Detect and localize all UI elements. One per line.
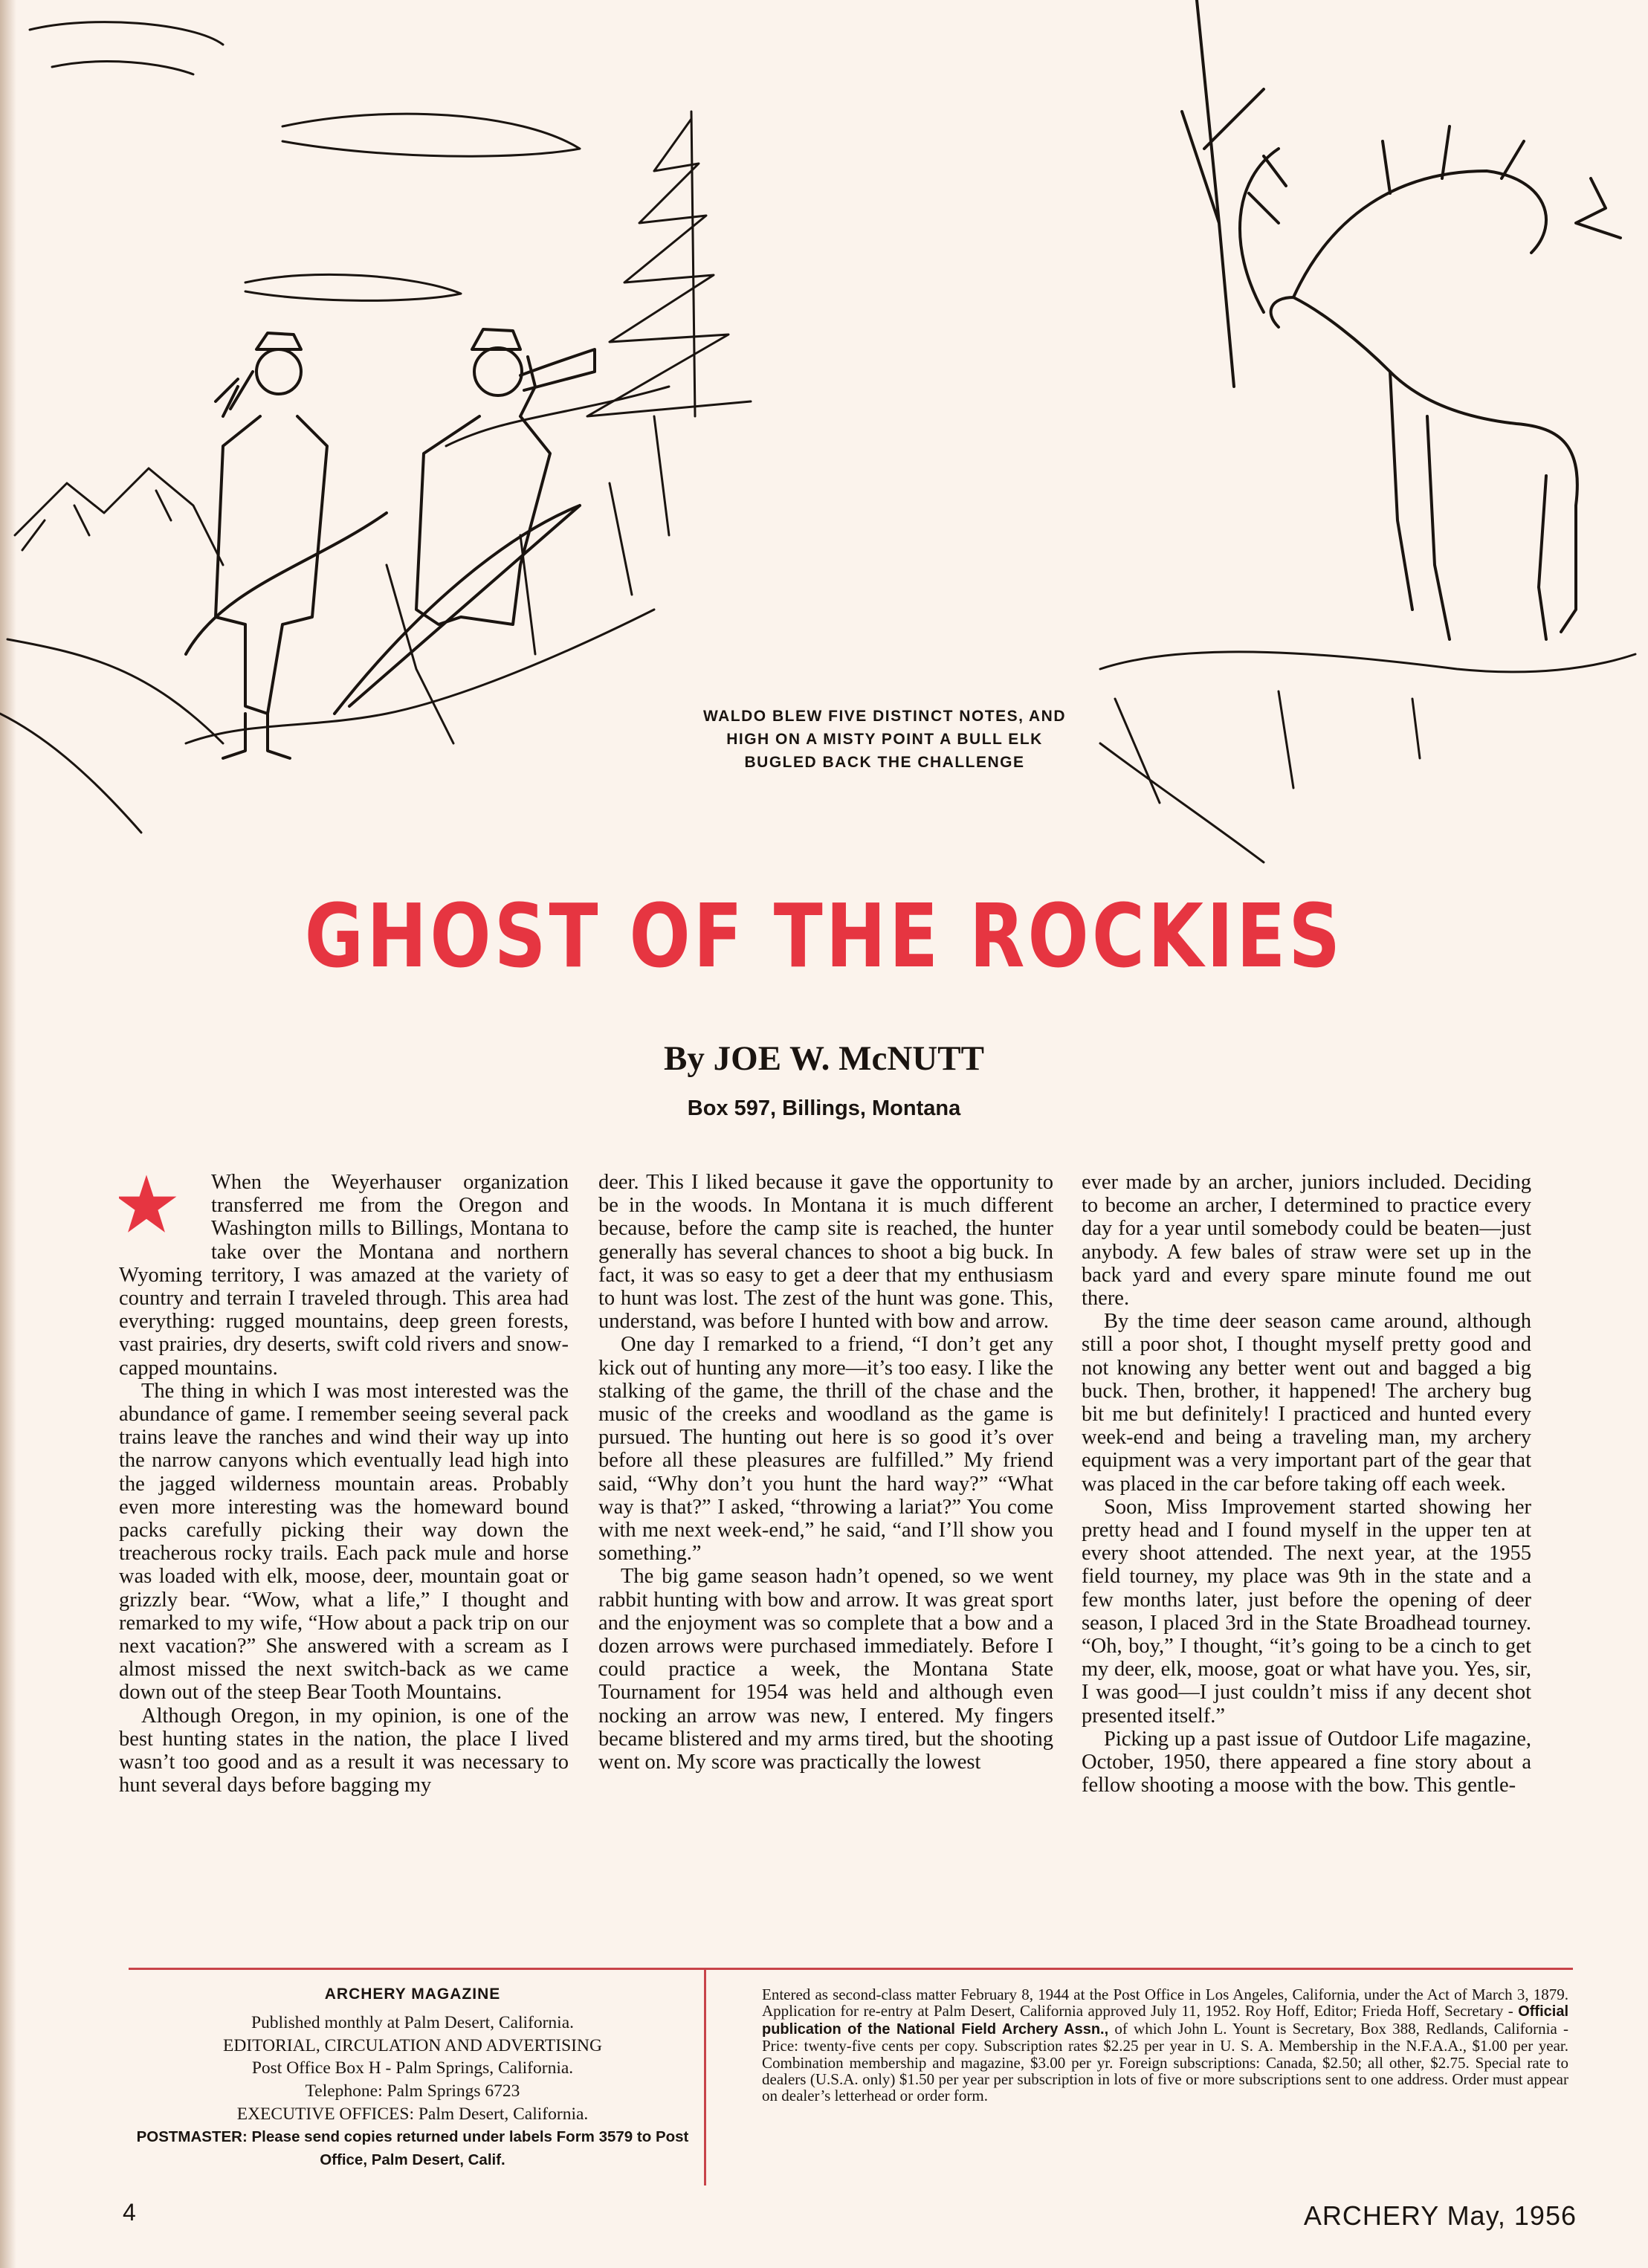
clouds-drawing <box>30 22 580 301</box>
masthead-divider <box>704 1969 706 2185</box>
entry-notice-text: Entered as second-class matter February 8, 1944 at the Post Office in Los Angeles, California, under the Act of March 3, 1879. Application for re-entry at Palm Desert, California approved July 11, 1952. Roy Hoff, Editor; Frieda Hoff, Secretary - <box>762 1986 1568 2020</box>
masthead-line: Telephone: Palm Springs 6723 <box>305 2081 520 2101</box>
masthead-line: EXECUTIVE OFFICES: Palm Desert, California. <box>236 2104 589 2124</box>
article-paragraph: One day I remarked to a friend, “I don’t get any kick out of hunting any more—it’s too easy. I like the stalking of the game, the thrill of the chase and the music of the creeks and woodland as the game is pursued. The hunting out here is so good it’s over before all these pleasures are fulfilled.” My friend said, “Why don’t you hunt the hard way?” “What way is that?” I asked, “throwing a lariat?” You come with me next week-end,” he said, “and I’ll show you something.” <box>598 1333 1053 1566</box>
star-icon <box>119 1171 204 1242</box>
rocks-right-drawing <box>1100 652 1635 862</box>
article-paragraph: deer. This I liked because it gave the opportunity to be in the woods. In Montana it is much different because, before the camp site is reached, the hunter generally has several chances to shoot a big buck. In fact, it was so easy to get a deer that my enthusiasm to hunt was lost. The zest of the hunt was gone. This, understand, was before I hunted with bow and arrow. <box>598 1171 1053 1334</box>
article-byline: By JOE W. McNUTT <box>664 1039 984 1078</box>
archer-left-drawing <box>186 333 387 758</box>
illustration-caption: WALDO BLEW FIVE DISTINCT NOTES, AND HIGH ON A MISTY POINT A BULL ELK BUGLED BACK THE CHALLENGE <box>702 708 1067 771</box>
hill-drawing <box>186 387 669 743</box>
masthead-line: Post Office Box H - Palm Springs, California. <box>251 2058 574 2078</box>
article-paragraph: By the time deer season came around, although still a poor shot, I thought myself pretty good and not knowing any better went out and bagged a big buck. Then, brother, it happened! The archery bug bit me but definitely! I practiced and hunted every week-end and being a traveling man, my archery equipment was a very important part of the gear that was placed in the car before taking off each week. <box>1082 1310 1531 1496</box>
article-paragraph: Although Oregon, in my opinion, is one of the best hunting states in the nation, the place I lived wasn’t too good and as a result it was necessary to hunt several days before bagging my <box>119 1704 569 1797</box>
entry-notice-official: Official publication of the National Field Archery Assn., <box>762 2003 1568 2038</box>
masthead-rule <box>129 1968 1573 1970</box>
article-paragraph: Soon, Miss Improvement started showing her pretty head and I found myself in the upper ten at every shoot attended. The next year, at the 1955 field tourney, my place was 9th in the state and a few months later, just before the opening of deer season, I placed 3rd in the State Broadhead tourney. “Oh, boy,” I thought, “it’s going to be a cinch to get my deer, elk, moose, goat or what have you. Yes, sir, I was good—I just couldn’t miss if any decent shot presented itself.” <box>1082 1495 1531 1728</box>
article-paragraph: Picking up a past issue of Outdoor Life magazine, October, 1950, there appeared a fine story about a fellow shooting a moose with the bow. This gentle- <box>1082 1727 1531 1797</box>
masthead-entry-notice <box>762 1986 1568 2104</box>
article-paragraph: The thing in which I was most interested was the abundance of game. I remember seeing several pack trains leave the ranches and wind their way up into the narrow canyons which eventually lead high into the jagged wilderness mountain areas. Probably even more interesting was the homeward bound packs carefully picking their way down the treacherous rocky trails. Each pack mule and horse was loaded with elk, moose, deer, mountain goat or grizzly bear. “Wow, what a life,” I thought and remarked to my wife, “How about a pack trip on our next vacation?” She answered with a scream as I almost missed the next switch-back as we came down out of the steep Bear Tooth Mountains. <box>119 1379 569 1705</box>
entry-notice-text-continued: of which John L. Yount is Secretary, Box 388, Redlands, California - Price: twenty-five cents per copy. Subscription rates $2.25 per year in U. S. A. Membership in the N.F.A.A., $1.00 per year. Combination membership and magazine, $3.00 per yr. Foreign subscriptions: Canada, $2.50; all other, $2.75. Special rate to dealers (U.S.A. only) $1.50 per year per subscription in lots of five or more subscriptions sent to one address. Order must appear on dealer’s letterhead or order form. <box>762 2019 1569 2105</box>
article-paragraph: When the Weyerhauser organization transferred me from the Oregon and Washington mills to Billings, Montana to take over the Montana and northern Wyoming territory, I was amazed at the variety of country and terrain I traveled through. This area had everything: rugged mountains, deep green forests, vast prairies, dry deserts, swift cold rivers and snow-capped mountains. <box>119 1171 569 1380</box>
elk-drawing <box>1240 126 1577 639</box>
pine-tree-drawing <box>587 112 751 416</box>
article-column-3 <box>1082 1171 1531 1948</box>
masthead-publisher-info <box>130 1983 695 2171</box>
page-number: 4 <box>123 2199 136 2226</box>
postmaster-notice: POSTMASTER: Please send copies returned under labels Form 3579 to Post Office, Palm Desert, Calif. <box>136 2128 689 2168</box>
publication-footer: ARCHERY May, 1956 <box>1303 2200 1577 2231</box>
article-title: GHOST OF THE ROCKIES <box>304 885 1344 987</box>
article-paragraph: ever made by an archer, juniors included. Deciding to become an archer, I determined to practice every day for a year until somebody could be beaten—just anybody. A few bales of straw were set up in the back yard and every spare minute found me out there. <box>1082 1171 1531 1311</box>
article-column-2 <box>598 1171 1053 1948</box>
article-column-1 <box>119 1171 569 1948</box>
article-paragraph: The big game season hadn’t opened, so we went rabbit hunting with bow and arrow. It was great sport and the enjoyment was so complete that a bow and a dozen arrows were purchased immediately. Before I could practice a week, the Montana State Tournament for 1954 was held and although even nocking an arrow was new, I entered. My fingers became blistered and my arms tired, but the shooting went on. My score was practically the lowest <box>598 1565 1053 1774</box>
masthead-line: Published monthly at Palm Desert, California. <box>251 2012 575 2032</box>
masthead-line: EDITORIAL, CIRCULATION AND ADVERTISING <box>223 2035 602 2055</box>
masthead-title: ARCHERY MAGAZINE <box>324 1986 501 2003</box>
author-address: Box 597, Billings, Montana <box>687 1096 961 1120</box>
